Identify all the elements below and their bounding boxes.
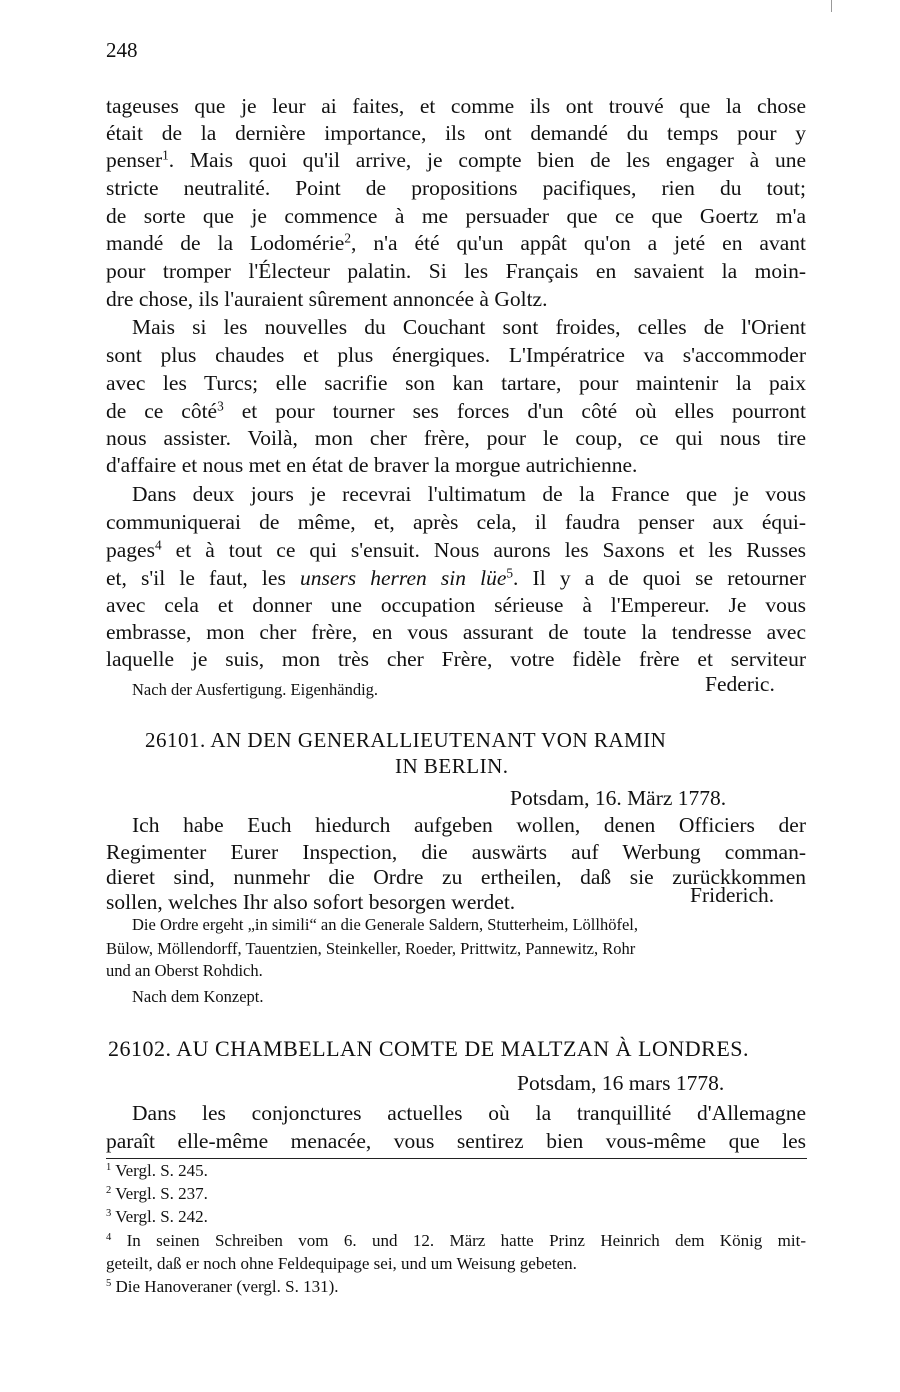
footnote-ref: 5 xyxy=(506,565,514,581)
text-span: de ce côté xyxy=(106,399,218,423)
entry-heading: 26101. AN DEN GENERALLIEUTENANT VON RAMIN xyxy=(145,728,667,752)
footnote-text: Vergl. S. 242. xyxy=(111,1207,208,1226)
footnote xyxy=(106,1160,208,1182)
footnote-text: In seinen Schreiben vom 6. und 12. März hatte Prinz Heinrich dem König mit- xyxy=(111,1231,806,1250)
text-line xyxy=(106,397,806,425)
footnote-continuation: geteilt, daß er noch ohne Feldequipage sei, und um Weisung gebeten. xyxy=(106,1254,577,1273)
note-line: Die Ordre ergeht „in simili“ an die Generale Saldern, Stutterheim, Löllhöfel, xyxy=(132,915,638,934)
page-number: 248 xyxy=(106,38,138,62)
page-edge-mark xyxy=(831,0,832,12)
footnote-rule xyxy=(106,1158,807,1159)
text-span: . Il y a de quoi se retourner xyxy=(513,566,806,590)
footnote-ref: 2 xyxy=(344,230,351,246)
text-line: de sorte que je commence à me persuader que ce que Goertz m'a xyxy=(106,204,806,228)
dialect-phrase: unsers herren sin lüe xyxy=(299,566,507,590)
text-span: . Mais quoi qu'il arrive, je compte bien de les engager à une xyxy=(168,148,806,172)
footnote xyxy=(106,1206,208,1228)
footnote-mark: 4 xyxy=(106,1232,112,1244)
text-line: Regimenter Eurer Inspection, die auswärts auf Werbung comman- xyxy=(106,840,806,864)
place-date: Potsdam, 16. März 1778. xyxy=(510,786,727,810)
footnote xyxy=(106,1276,339,1298)
text-line: pour tromper l'Électeur palatin. Si les Français en savaient la moin- xyxy=(106,259,806,283)
text-line: dieret sind, nunmehr die Ordre zu ertheilen, daß sie zurückkommen xyxy=(106,865,806,889)
text-line: était de la dernière importance, ils ont demandé du temps pour y xyxy=(106,121,806,145)
text-line: d'affaire et nous met en état de braver la morgue autrichienne. xyxy=(106,453,638,477)
text-line: tageuses que je leur ai faites, et comme ils ont trouvé que la chose xyxy=(106,94,806,118)
text-line xyxy=(106,536,806,564)
text-span: et à tout ce qui s'ensuit. Nous aurons les Saxons et les Russes xyxy=(161,538,806,562)
text-span: mandé de la Lodomérie xyxy=(106,231,345,255)
text-span: et pour tourner ses forces d'un côté où elles pourront xyxy=(223,399,807,423)
text-line: Ich habe Euch hiedurch aufgeben wollen, denen Officiers der xyxy=(132,813,806,837)
text-line: communiquerai de même, et, après cela, il faudra penser aux équi- xyxy=(106,510,806,534)
footnote-ref: 1 xyxy=(162,147,169,163)
text-line: Dans les conjonctures actuelles où la tranquillité d'Allemagne xyxy=(132,1101,806,1125)
text-span: , n'a été qu'un appât qu'on a jeté en avant xyxy=(351,231,806,255)
footnote-mark: 1 xyxy=(106,1162,112,1174)
text-line xyxy=(106,146,806,174)
footnote-mark: 5 xyxy=(106,1278,112,1290)
source-note: Nach der Ausfertigung. Eigenhändig. xyxy=(132,680,379,699)
footnote-text: Vergl. S. 237. xyxy=(111,1184,208,1203)
source-note: Nach dem Konzept. xyxy=(132,987,264,1006)
text-line: Dans deux jours je recevrai l'ultimatum de la France que je vous xyxy=(132,482,806,506)
text-line: avec cela et donner une occupation sérieuse à l'Empereur. Je vous xyxy=(106,593,806,617)
footnote-mark: 3 xyxy=(106,1208,112,1220)
signature: Federic. xyxy=(705,672,775,696)
text-line xyxy=(106,564,806,592)
text-line: avec les Turcs; elle sacrifie son kan tartare, pour maintenir la paix xyxy=(106,371,806,395)
text-line: dre chose, ils l'auraient sûrement annoncée à Goltz. xyxy=(106,287,548,311)
entry-heading: 26102. AU CHAMBELLAN COMTE DE MALTZAN À LONDRES. xyxy=(108,1036,750,1061)
place-date: Potsdam, 16 mars 1778. xyxy=(517,1071,725,1095)
entry-heading-line2: IN BERLIN. xyxy=(395,754,509,778)
text-line: laquelle je suis, mon très cher Frère, votre fidèle frère et serviteur xyxy=(106,647,806,671)
text-span: pages xyxy=(106,538,155,562)
signature: Friderich. xyxy=(690,883,775,907)
text-line xyxy=(106,229,806,257)
note-line: Bülow, Möllendorff, Tauentzien, Steinkeller, Roeder, Prittwitz, Pannewitz, Rohr xyxy=(106,939,636,958)
note-line: und an Oberst Rohdich. xyxy=(106,961,263,980)
footnote-mark: 2 xyxy=(106,1185,112,1197)
footnote xyxy=(106,1230,806,1252)
footnote-ref: 4 xyxy=(154,537,162,553)
footnote xyxy=(106,1183,208,1205)
text-span: et, s'il le faut, les xyxy=(106,566,300,590)
text-line: sollen, welches Ihr also sofort besorgen werdet. xyxy=(106,890,516,914)
text-line: embrasse, mon cher frère, en vous assurant de toute la tendresse avec xyxy=(106,620,806,644)
footnote-text: Die Hanoveraner (vergl. S. 131). xyxy=(111,1277,339,1296)
text-line: sont plus chaudes et plus énergiques. L'Impératrice va s'accommoder xyxy=(106,343,806,367)
footnote-text: Vergl. S. 245. xyxy=(111,1161,208,1180)
text-line: stricte neutralité. Point de propositions pacifiques, rien du tout; xyxy=(106,176,806,200)
footnote-ref: 3 xyxy=(217,398,224,414)
text-line: Mais si les nouvelles du Couchant sont froides, celles de l'Orient xyxy=(132,315,806,339)
text-span: penser xyxy=(106,148,163,172)
text-line: nous assister. Voilà, mon cher frère, pour le coup, ce qui nous tire xyxy=(106,426,806,450)
text-line: paraît elle-même menacée, vous sentirez bien vous-même que les xyxy=(106,1129,806,1153)
